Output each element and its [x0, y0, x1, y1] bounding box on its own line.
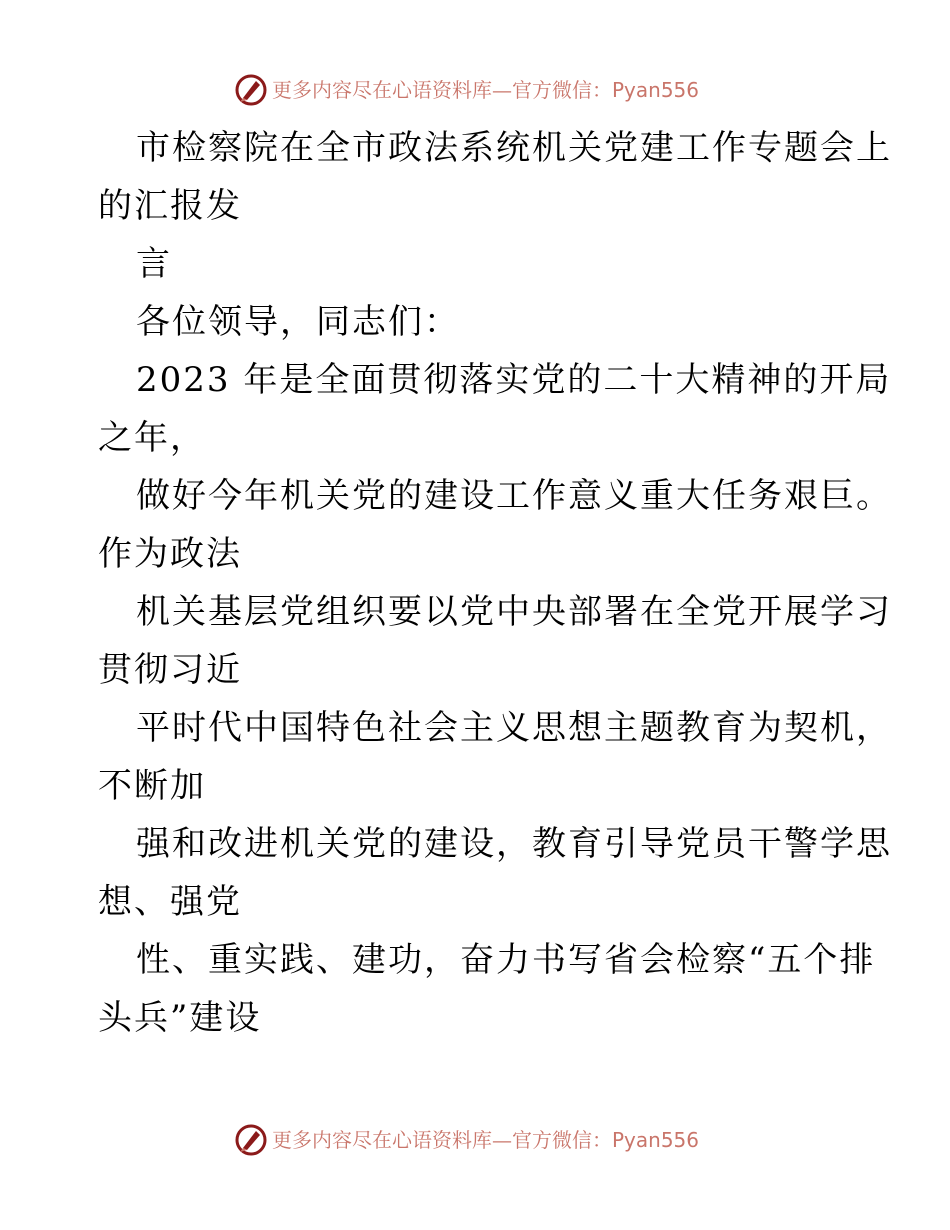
watermark-text: 更多内容尽在心语资料库—官方微信：Pyan556	[272, 1128, 700, 1152]
body-line: 作为政法	[98, 534, 242, 574]
body-line: 贯彻习近	[98, 650, 242, 690]
watermark-text: 更多内容尽在心语资料库—官方微信：Pyan556	[272, 78, 700, 102]
body-line: 不断加	[98, 766, 206, 806]
body-line: 头兵”建设	[98, 998, 262, 1038]
body-line: 平时代中国特色社会主义思想主题教育为契机，	[136, 708, 892, 748]
body-line: 2023 年是全面贯彻落实党的二十大精神的开局	[136, 360, 892, 400]
title-line-2: 的汇报发	[98, 186, 242, 226]
body-line: 做好今年机关党的建设工作意义重大任务艰巨。	[136, 476, 892, 516]
wechat-id: Pyan556	[612, 1128, 700, 1152]
body-line: 之年，	[98, 418, 206, 458]
body-line: 想、强党	[98, 882, 242, 922]
watermark-banner-bottom	[0, 1120, 950, 1160]
body-line: 机关基层党组织要以党中央部署在全党开展学习	[136, 592, 892, 632]
body-line: 强和改进机关党的建设，教育引导党员干警学思	[136, 824, 892, 864]
title-line-3: 言	[136, 244, 172, 284]
title-line-1: 市检察院在全市政法系统机关党建工作专题会上	[136, 128, 892, 168]
wechat-id: Pyan556	[612, 78, 700, 102]
body-line: 性、重实践、建功，奋力书写省会检察“五个排	[136, 940, 876, 980]
pen-logo-icon	[234, 1123, 268, 1157]
salutation: 各位领导，同志们：	[136, 302, 460, 342]
